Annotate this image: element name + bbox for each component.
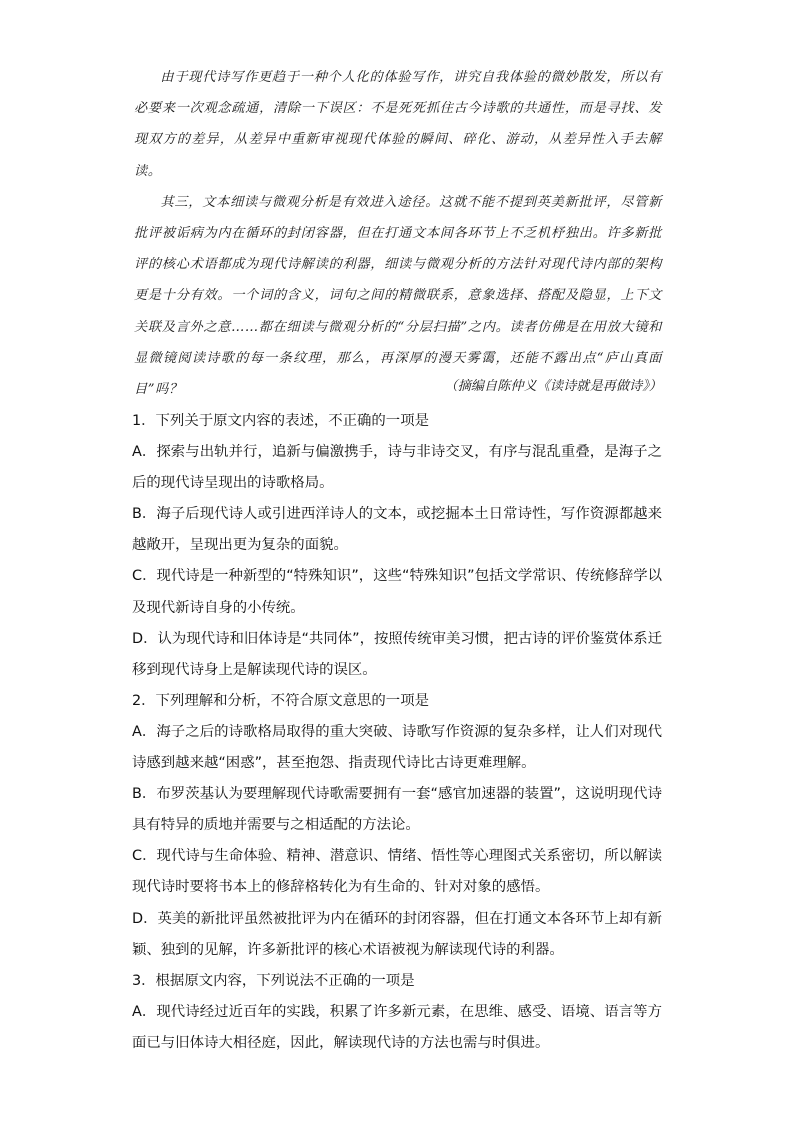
passage-paragraph-2: 其三，文本细读与微观分析是有效进入途径。这就不能不提到英美新批评，尽管新批评被诟病为内在循环的封闭容器，但在打通文本间各环节上不乏机杼独出。许多新批评的核心术语都成为现代诗解读的利器，细读与微观分析的方法针对现代诗内部的架构更是十分有效。一个词的含义，词句之间的精微联系，意象选择、搭配及隐显，上下文关联及言外之意……都在细读与微观分析的“分层扫描”之内。读者仿佛是在用放大镜和显微镜阅读诗歌的每一条纹理，那么，再深厚的漫天雾霭，还能不露出点“庐山真面目”吗？ [134, 194, 662, 398]
question-2-option-b: B．布罗茨基认为要理解现代诗歌需要拥有一套“感官加速器的装置”，这说明现代诗具有特异的质地并需要与之相适配的方法论。 [132, 786, 662, 834]
question-3-stem: 3．根据原文内容，下列说法不正确的一项是 [132, 972, 415, 989]
passage-paragraph-1: 由于现代诗写作更趋于一种个人化的体验写作，讲究自我体验的微妙散发，所以有必要来一次观念疏通，清除一下误区：不是死死抓住古今诗歌的共通性，而是寻找、发现双方的差异，从差异中重新审视现代体验的瞬间、碎化、游动，从差异性入手去解读。 [134, 70, 662, 179]
question-2-option-a: A．海子之后的诗歌格局取得的重大突破、诗歌写作资源的复杂多样，让人们对现代诗感到越来越“困惑”，甚至抱怨、指责现代诗比古诗更难理解。 [132, 723, 662, 772]
question-2-stem: 2．下列理解和分析，不符合原文意思的一项是 [132, 692, 429, 709]
question-1-option-d: D．认为现代诗和旧体诗是“共同体”，按照传统审美习惯，把古诗的评价鉴赏体系迁移到现代诗身上是解读现代诗的误区。 [132, 630, 662, 678]
passage-source: （摘编自陈仲义《读诗就是再做诗》） [444, 379, 662, 394]
reading-passage [134, 62, 662, 405]
question-1-option-c: C．现代诗是一种新型的“特殊知识”，这些“特殊知识”包括文学常识、传统修辞学以及现代新诗自身的小传统。 [132, 568, 662, 616]
question-1-stem: 1．下列关于原文内容的表述，不正确的一项是 [132, 413, 429, 429]
question-1-option-b: B．海子后现代诗人或引进西洋诗人的文本，或挖掘本土日常诗性，写作资源都越来越敞开，呈现出更为复杂的面貌。 [132, 506, 662, 554]
question-3-option-a: A．现代诗经过近百年的实践，积累了许多新元素，在思维、感受、语境、语言等方面已与旧体诗大相径庭，因此，解读现代诗的方法也需与时俱进。 [132, 1003, 662, 1051]
question-2-option-d: D．英美的新批评虽然被批评为内在循环的封闭容器，但在打通文本各环节上却有新颖、独到的见解，许多新批评的核心术语被视为解读现代诗的利器。 [132, 910, 662, 958]
question-list [132, 406, 662, 1059]
question-2-option-c: C．现代诗与生命体验、精神、潜意识、情绪、悟性等心理图式关系密切，所以解读现代诗时要将书本上的修辞格转化为有生命的、针对对象的感悟。 [132, 848, 662, 896]
question-1-option-a: A．探索与出轨并行，追新与偏激携手，诗与非诗交叉，有序与混乱重叠，是海子之后的现代诗呈现出的诗歌格局。 [132, 444, 662, 492]
